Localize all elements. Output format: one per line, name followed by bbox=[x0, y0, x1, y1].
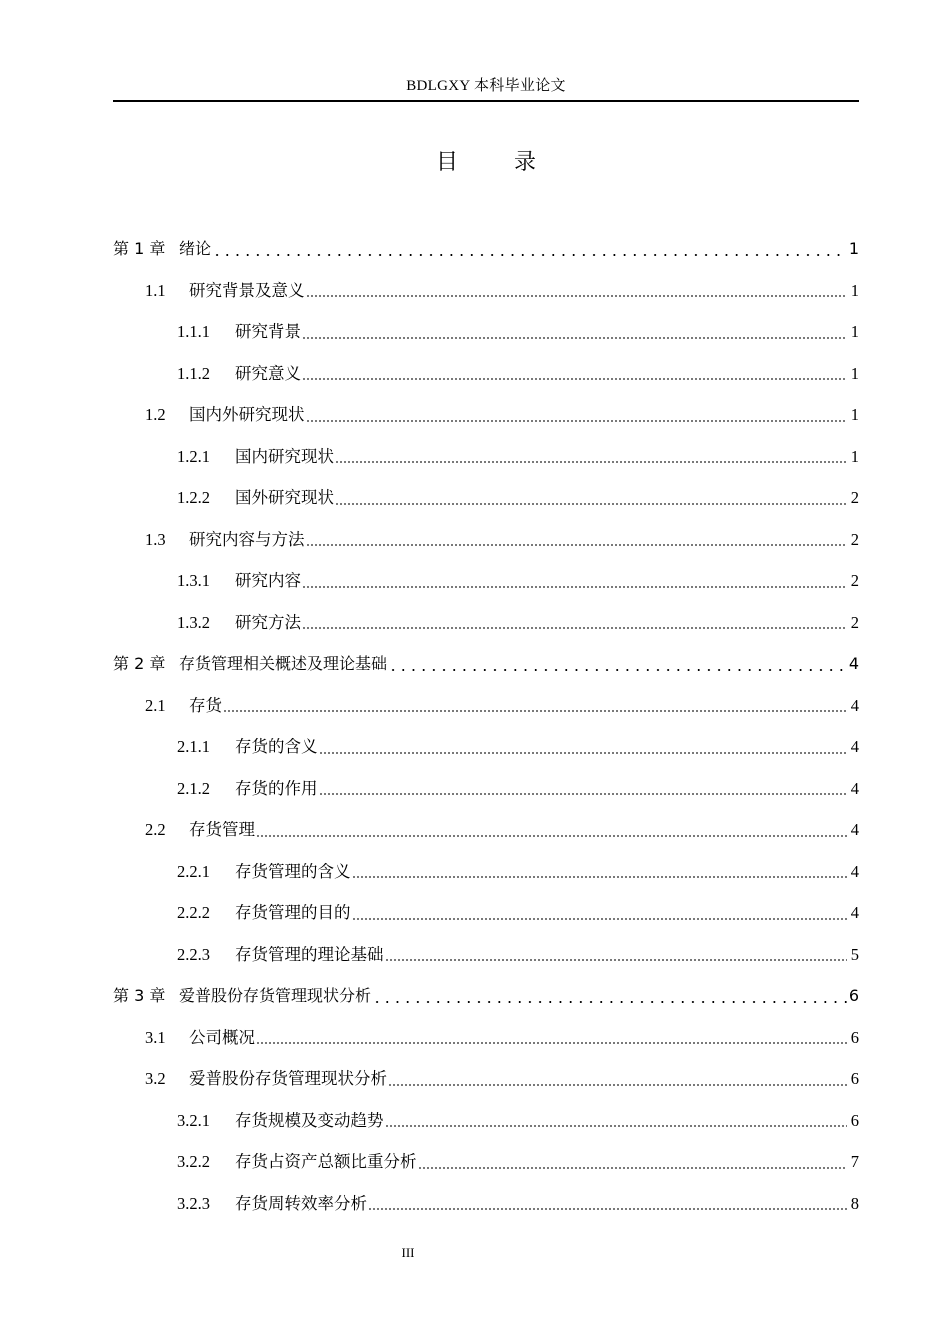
toc-dot-leader bbox=[319, 778, 848, 798]
toc-entry[interactable] bbox=[113, 228, 859, 270]
toc-entry[interactable] bbox=[113, 685, 859, 727]
toc-entry-number: 1.3.2 bbox=[177, 612, 210, 632]
toc-entry-page: 6 bbox=[850, 1027, 859, 1047]
toc-entry-number: 2.1.2 bbox=[177, 778, 210, 798]
toc-entry-title: 国外研究现状 bbox=[235, 488, 334, 507]
toc-entry-page: 1 bbox=[850, 322, 859, 341]
toc-entry[interactable] bbox=[113, 519, 859, 561]
toc-entry-number: 3.2.3 bbox=[177, 1193, 210, 1213]
toc-entry-title: 研究方法 bbox=[235, 612, 301, 632]
toc-entry-title: 爱普股份存货管理现状分析 bbox=[189, 1069, 387, 1088]
page-header: BDLGXY 本科毕业论文 bbox=[406, 78, 566, 94]
toc-entry[interactable] bbox=[113, 353, 859, 395]
toc-entry[interactable] bbox=[113, 270, 859, 312]
toc-dot-leader bbox=[319, 737, 848, 757]
toc-entry-title: 存货 bbox=[189, 695, 222, 715]
toc-entry-title: 存货管理 bbox=[189, 820, 255, 839]
toc-entry[interactable] bbox=[113, 1017, 859, 1059]
toc-entry[interactable] bbox=[113, 643, 859, 685]
toc-title-part1: 目 bbox=[435, 150, 458, 175]
toc-entry-number: 2.1.1 bbox=[177, 737, 210, 756]
toc-entry-page: 8 bbox=[850, 1193, 859, 1213]
toc-dot-leader bbox=[302, 363, 847, 383]
toc-dot-leader bbox=[306, 405, 848, 425]
toc-entry-title: 爱普股份存货管理现状分析 bbox=[179, 986, 372, 1005]
toc-entry-number: 3.2 bbox=[145, 1069, 166, 1088]
toc-entry[interactable] bbox=[113, 436, 859, 478]
toc-entry-number: 3.2.1 bbox=[177, 1110, 210, 1130]
toc-entry-title: 存货管理的含义 bbox=[235, 861, 351, 881]
toc-entry-page: 2 bbox=[850, 488, 859, 507]
toc-entry-number: 1.3 bbox=[145, 529, 166, 549]
toc-dot-leader bbox=[223, 695, 847, 715]
toc-entry[interactable] bbox=[113, 934, 859, 976]
toc-entry-title: 存货占资产总额比重分析 bbox=[235, 1152, 417, 1171]
toc-dot-leader bbox=[306, 280, 848, 300]
toc-entry-page: 4 bbox=[850, 778, 859, 798]
toc-entry-title: 存货管理的目的 bbox=[235, 903, 351, 922]
toc-entry[interactable] bbox=[113, 726, 859, 768]
toc-entry-page: 4 bbox=[848, 654, 859, 673]
toc-entry[interactable] bbox=[113, 1183, 859, 1225]
toc-entry-page: 4 bbox=[850, 820, 859, 839]
toc-entry-title: 绪论 bbox=[179, 239, 212, 258]
toc-entry-title: 研究意义 bbox=[235, 363, 301, 383]
toc-entry-number: 第 1 章 bbox=[113, 239, 166, 258]
toc-entry-page: 1 bbox=[850, 446, 859, 466]
toc-entry[interactable] bbox=[113, 1141, 859, 1183]
toc-entry-number: 1.2.2 bbox=[177, 488, 210, 507]
toc-entry-title: 存货周转效率分析 bbox=[235, 1193, 367, 1213]
toc-dot-leader bbox=[418, 1152, 848, 1172]
toc-entry[interactable] bbox=[113, 477, 859, 519]
toc-entry-page: 6 bbox=[850, 1069, 859, 1088]
toc-entry-title: 公司概况 bbox=[189, 1027, 255, 1047]
toc-dot-leader bbox=[385, 1110, 848, 1130]
toc-entry[interactable] bbox=[113, 975, 859, 1017]
toc-entry-page: 7 bbox=[850, 1152, 859, 1171]
toc-dot-leader bbox=[388, 654, 847, 674]
toc-entry-number: 3.2.2 bbox=[177, 1152, 210, 1171]
toc-entry-number: 1.2 bbox=[145, 405, 166, 424]
toc-entry[interactable] bbox=[113, 892, 859, 934]
toc-dot-leader bbox=[352, 903, 848, 923]
toc-dot-leader bbox=[335, 446, 847, 466]
toc-entry-number: 3.1 bbox=[145, 1027, 166, 1047]
toc-entry[interactable] bbox=[113, 768, 859, 810]
toc-entry-number: 1.1.1 bbox=[177, 322, 210, 341]
toc-dot-leader bbox=[302, 612, 847, 632]
toc-entry-number: 2.1 bbox=[145, 695, 166, 715]
toc-entry-page: 4 bbox=[850, 903, 859, 922]
toc-dot-leader bbox=[372, 986, 847, 1006]
toc-entry-number: 2.2.1 bbox=[177, 861, 210, 881]
toc-title-part2: 录 bbox=[514, 150, 537, 175]
toc-entry-title: 存货的作用 bbox=[235, 778, 318, 798]
toc-entry-title: 国内外研究现状 bbox=[189, 405, 305, 424]
toc-entry-title: 研究背景及意义 bbox=[189, 280, 305, 300]
toc-entry-title: 存货规模及变动趋势 bbox=[235, 1110, 384, 1130]
toc-dot-leader bbox=[256, 1027, 847, 1047]
toc-entry[interactable] bbox=[113, 851, 859, 893]
toc-entry-title: 存货管理的理论基础 bbox=[235, 944, 384, 964]
toc-entry[interactable] bbox=[113, 311, 859, 353]
page-number: III bbox=[401, 1245, 415, 1260]
toc-entry-number: 1.2.1 bbox=[177, 446, 210, 466]
toc-entry-number: 1.1.2 bbox=[177, 363, 210, 383]
toc-entry-number: 1.3.1 bbox=[177, 571, 210, 590]
toc-dot-leader bbox=[335, 488, 847, 508]
toc-entry-number: 1.1 bbox=[145, 280, 166, 300]
toc-entry[interactable] bbox=[113, 1100, 859, 1142]
header-rule bbox=[113, 100, 859, 102]
toc-entry-title: 国内研究现状 bbox=[235, 446, 334, 466]
toc-entry-page: 4 bbox=[850, 737, 859, 756]
toc-entry[interactable] bbox=[113, 560, 859, 602]
toc-entry-page: 1 bbox=[850, 405, 859, 424]
toc-entry-title: 研究内容 bbox=[235, 571, 301, 590]
toc-entry[interactable] bbox=[113, 809, 859, 851]
toc-dot-leader bbox=[388, 1069, 847, 1089]
toc-entry-page: 1 bbox=[850, 363, 859, 383]
toc-entry-title: 研究背景 bbox=[235, 322, 301, 341]
toc-entry[interactable] bbox=[113, 602, 859, 644]
toc-dot-leader bbox=[256, 820, 847, 840]
toc-dot-leader bbox=[368, 1193, 847, 1213]
toc-entry-page: 5 bbox=[850, 944, 859, 964]
toc-entry-page: 2 bbox=[850, 529, 859, 549]
toc-dot-leader bbox=[352, 861, 848, 881]
toc-title bbox=[113, 148, 859, 178]
toc-entry-page: 6 bbox=[850, 1110, 859, 1130]
toc-entry-title: 研究内容与方法 bbox=[189, 529, 305, 549]
toc-entry[interactable] bbox=[113, 394, 859, 436]
toc-dot-leader bbox=[306, 529, 848, 549]
toc-dot-leader bbox=[212, 239, 847, 259]
toc-entry-number: 第 2 章 bbox=[113, 654, 166, 673]
toc-entry-number: 第 3 章 bbox=[113, 986, 166, 1005]
toc-entry-page: 2 bbox=[850, 571, 859, 590]
toc-entry-page: 6 bbox=[848, 986, 859, 1005]
toc-entry-number: 2.2.2 bbox=[177, 903, 210, 922]
toc-entry-page: 4 bbox=[850, 695, 859, 715]
toc-entry-page: 1 bbox=[848, 239, 859, 258]
toc-entry-page: 4 bbox=[850, 861, 859, 881]
toc-entry-title: 存货的含义 bbox=[235, 737, 318, 756]
toc-dot-leader bbox=[302, 571, 847, 591]
toc-entry-number: 2.2.3 bbox=[177, 944, 210, 964]
toc-entry[interactable] bbox=[113, 1058, 859, 1100]
toc-dot-leader bbox=[302, 322, 847, 342]
table-of-contents bbox=[113, 228, 859, 1224]
toc-entry-number: 2.2 bbox=[145, 820, 166, 839]
toc-entry-page: 2 bbox=[850, 612, 859, 632]
toc-dot-leader bbox=[385, 944, 848, 964]
toc-entry-title: 存货管理相关概述及理论基础 bbox=[179, 654, 388, 673]
toc-entry-page: 1 bbox=[850, 280, 859, 300]
